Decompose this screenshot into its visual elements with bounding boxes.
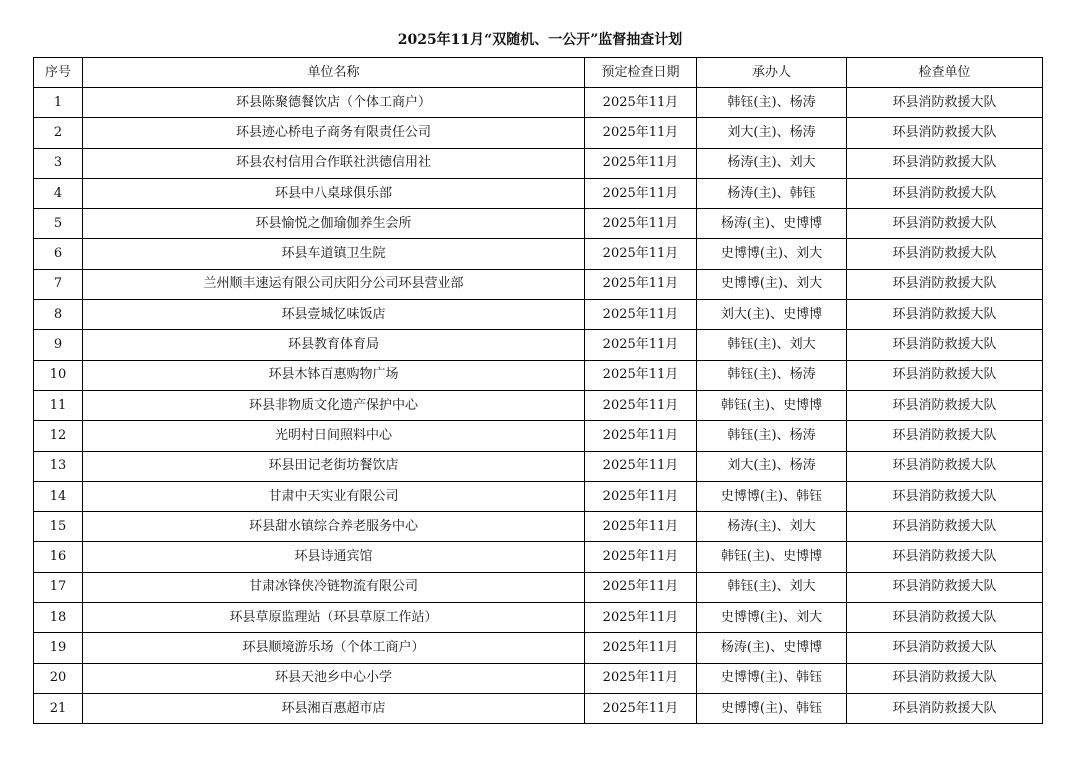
cell-unit-name: 环县田记老街坊餐饮店 <box>83 451 585 481</box>
cell-scheduled-date: 2025年11月 <box>585 481 697 511</box>
page-title: 2025年11月“双随机、一公开”监督抽查计划 <box>397 32 683 48</box>
cell-seq: 9 <box>34 330 83 360</box>
cell-scheduled-date: 2025年11月 <box>585 300 697 330</box>
table-row <box>34 663 1043 693</box>
cell-staff: 杨涛(主)、刘大 <box>697 512 847 542</box>
cell-scheduled-date: 2025年11月 <box>585 693 697 723</box>
table-row <box>34 603 1043 633</box>
table-row <box>34 118 1043 148</box>
cell-inspection-dept: 环县消防救援大队 <box>847 572 1043 602</box>
cell-staff: 杨涛(主)、刘大 <box>697 148 847 178</box>
cell-inspection-dept: 环县消防救援大队 <box>847 663 1043 693</box>
cell-seq: 19 <box>34 633 83 663</box>
cell-seq: 15 <box>34 512 83 542</box>
cell-unit-name: 环县中八桌球俱乐部 <box>83 178 585 208</box>
table-row <box>34 178 1043 208</box>
table-row <box>34 269 1043 299</box>
cell-inspection-dept: 环县消防救援大队 <box>847 330 1043 360</box>
cell-staff: 刘大(主)、杨涛 <box>697 118 847 148</box>
cell-seq: 1 <box>34 88 83 118</box>
cell-seq: 12 <box>34 421 83 451</box>
table-row <box>34 421 1043 451</box>
table-row <box>34 512 1043 542</box>
cell-staff: 韩钰(主)、史博博 <box>697 542 847 572</box>
cell-staff: 史博博(主)、刘大 <box>697 269 847 299</box>
cell-seq: 8 <box>34 300 83 330</box>
cell-scheduled-date: 2025年11月 <box>585 663 697 693</box>
cell-staff: 史博博(主)、刘大 <box>697 603 847 633</box>
inspection-plan-table <box>33 57 1043 724</box>
table-row <box>34 542 1043 572</box>
cell-unit-name: 环县非物质文化遗产保护中心 <box>83 390 585 420</box>
cell-unit-name: 环县木钵百惠购物广场 <box>83 360 585 390</box>
cell-scheduled-date: 2025年11月 <box>585 148 697 178</box>
table-row <box>34 88 1043 118</box>
cell-staff: 史博博(主)、韩钰 <box>697 481 847 511</box>
table-row <box>34 209 1043 239</box>
cell-staff: 韩钰(主)、刘大 <box>697 572 847 602</box>
cell-inspection-dept: 环县消防救援大队 <box>847 178 1043 208</box>
cell-unit-name: 环县农村信用合作联社洪德信用社 <box>83 148 585 178</box>
table-body <box>34 88 1043 724</box>
cell-inspection-dept: 环县消防救援大队 <box>847 269 1043 299</box>
cell-unit-name: 光明村日间照料中心 <box>83 421 585 451</box>
cell-unit-name: 环县天池乡中心小学 <box>83 663 585 693</box>
cell-scheduled-date: 2025年11月 <box>585 360 697 390</box>
cell-scheduled-date: 2025年11月 <box>585 390 697 420</box>
table-row <box>34 481 1043 511</box>
cell-scheduled-date: 2025年11月 <box>585 209 697 239</box>
cell-unit-name: 环县壹城忆味饭店 <box>83 300 585 330</box>
cell-unit-name: 环县车道镇卫生院 <box>83 239 585 269</box>
cell-inspection-dept: 环县消防救援大队 <box>847 633 1043 663</box>
cell-unit-name: 环县顺境游乐场（个体工商户） <box>83 633 585 663</box>
cell-scheduled-date: 2025年11月 <box>585 269 697 299</box>
cell-inspection-dept: 环县消防救援大队 <box>847 542 1043 572</box>
cell-staff: 史博博(主)、刘大 <box>697 239 847 269</box>
cell-scheduled-date: 2025年11月 <box>585 572 697 602</box>
cell-seq: 4 <box>34 178 83 208</box>
table-row <box>34 572 1043 602</box>
cell-seq: 18 <box>34 603 83 633</box>
cell-inspection-dept: 环县消防救援大队 <box>847 512 1043 542</box>
cell-inspection-dept: 环县消防救援大队 <box>847 451 1043 481</box>
cell-inspection-dept: 环县消防救援大队 <box>847 148 1043 178</box>
cell-unit-name: 兰州顺丰速运有限公司庆阳分公司环县营业部 <box>83 269 585 299</box>
table-row <box>34 360 1043 390</box>
cell-seq: 21 <box>34 693 83 723</box>
cell-unit-name: 环县诗通宾馆 <box>83 542 585 572</box>
cell-unit-name: 环县陈聚德餐饮店（个体工商户） <box>83 88 585 118</box>
table-row <box>34 633 1043 663</box>
cell-seq: 17 <box>34 572 83 602</box>
cell-scheduled-date: 2025年11月 <box>585 330 697 360</box>
table-row <box>34 693 1043 723</box>
cell-scheduled-date: 2025年11月 <box>585 451 697 481</box>
cell-inspection-dept: 环县消防救援大队 <box>847 209 1043 239</box>
table-row <box>34 451 1043 481</box>
cell-staff: 韩钰(主)、杨涛 <box>697 88 847 118</box>
table-row <box>34 239 1043 269</box>
table-row <box>34 300 1043 330</box>
table-row <box>34 330 1043 360</box>
table-header <box>34 58 1043 88</box>
cell-staff: 史博博(主)、韩钰 <box>697 663 847 693</box>
cell-inspection-dept: 环县消防救援大队 <box>847 693 1043 723</box>
cell-staff: 刘大(主)、史博博 <box>697 300 847 330</box>
cell-scheduled-date: 2025年11月 <box>585 603 697 633</box>
cell-scheduled-date: 2025年11月 <box>585 542 697 572</box>
cell-seq: 3 <box>34 148 83 178</box>
cell-seq: 2 <box>34 118 83 148</box>
cell-unit-name: 环县教育体育局 <box>83 330 585 360</box>
cell-inspection-dept: 环县消防救援大队 <box>847 300 1043 330</box>
cell-inspection-dept: 环县消防救援大队 <box>847 481 1043 511</box>
cell-staff: 韩钰(主)、刘大 <box>697 330 847 360</box>
cell-inspection-dept: 环县消防救援大队 <box>847 390 1043 420</box>
cell-staff: 韩钰(主)、杨涛 <box>697 421 847 451</box>
cell-seq: 16 <box>34 542 83 572</box>
cell-seq: 14 <box>34 481 83 511</box>
cell-unit-name: 环县草原监理站（环县草原工作站） <box>83 603 585 633</box>
cell-unit-name: 甘肃中天实业有限公司 <box>83 481 585 511</box>
cell-unit-name: 环县甜水镇综合养老服务中心 <box>83 512 585 542</box>
cell-inspection-dept: 环县消防救援大队 <box>847 239 1043 269</box>
cell-unit-name: 环县迹心桥电子商务有限责任公司 <box>83 118 585 148</box>
cell-scheduled-date: 2025年11月 <box>585 88 697 118</box>
header-staff: 承办人 <box>697 58 847 88</box>
cell-staff: 韩钰(主)、史博博 <box>697 390 847 420</box>
table-row <box>34 148 1043 178</box>
header-inspection-dept: 检查单位 <box>847 58 1043 88</box>
cell-scheduled-date: 2025年11月 <box>585 512 697 542</box>
cell-staff: 史博博(主)、韩钰 <box>697 693 847 723</box>
cell-inspection-dept: 环县消防救援大队 <box>847 360 1043 390</box>
cell-staff: 杨涛(主)、史博博 <box>697 209 847 239</box>
cell-staff: 刘大(主)、杨涛 <box>697 451 847 481</box>
cell-inspection-dept: 环县消防救援大队 <box>847 88 1043 118</box>
cell-scheduled-date: 2025年11月 <box>585 178 697 208</box>
header-unit-name: 单位名称 <box>83 58 585 88</box>
cell-seq: 13 <box>34 451 83 481</box>
cell-seq: 6 <box>34 239 83 269</box>
cell-unit-name: 环县湘百惠超市店 <box>83 693 585 723</box>
cell-staff: 杨涛(主)、韩钰 <box>697 178 847 208</box>
cell-inspection-dept: 环县消防救援大队 <box>847 421 1043 451</box>
cell-seq: 10 <box>34 360 83 390</box>
cell-seq: 20 <box>34 663 83 693</box>
cell-scheduled-date: 2025年11月 <box>585 239 697 269</box>
cell-seq: 11 <box>34 390 83 420</box>
table-row <box>34 390 1043 420</box>
cell-staff: 杨涛(主)、史博博 <box>697 633 847 663</box>
cell-seq: 5 <box>34 209 83 239</box>
cell-unit-name: 甘肃冰锋侠冷链物流有限公司 <box>83 572 585 602</box>
header-scheduled-date: 预定检查日期 <box>585 58 697 88</box>
cell-inspection-dept: 环县消防救援大队 <box>847 118 1043 148</box>
cell-scheduled-date: 2025年11月 <box>585 633 697 663</box>
cell-staff: 韩钰(主)、杨涛 <box>697 360 847 390</box>
cell-scheduled-date: 2025年11月 <box>585 421 697 451</box>
header-seq: 序号 <box>34 58 83 88</box>
cell-inspection-dept: 环县消防救援大队 <box>847 603 1043 633</box>
header-row <box>34 58 1043 88</box>
cell-unit-name: 环县愉悦之伽瑜伽养生会所 <box>83 209 585 239</box>
cell-seq: 7 <box>34 269 83 299</box>
cell-scheduled-date: 2025年11月 <box>585 118 697 148</box>
